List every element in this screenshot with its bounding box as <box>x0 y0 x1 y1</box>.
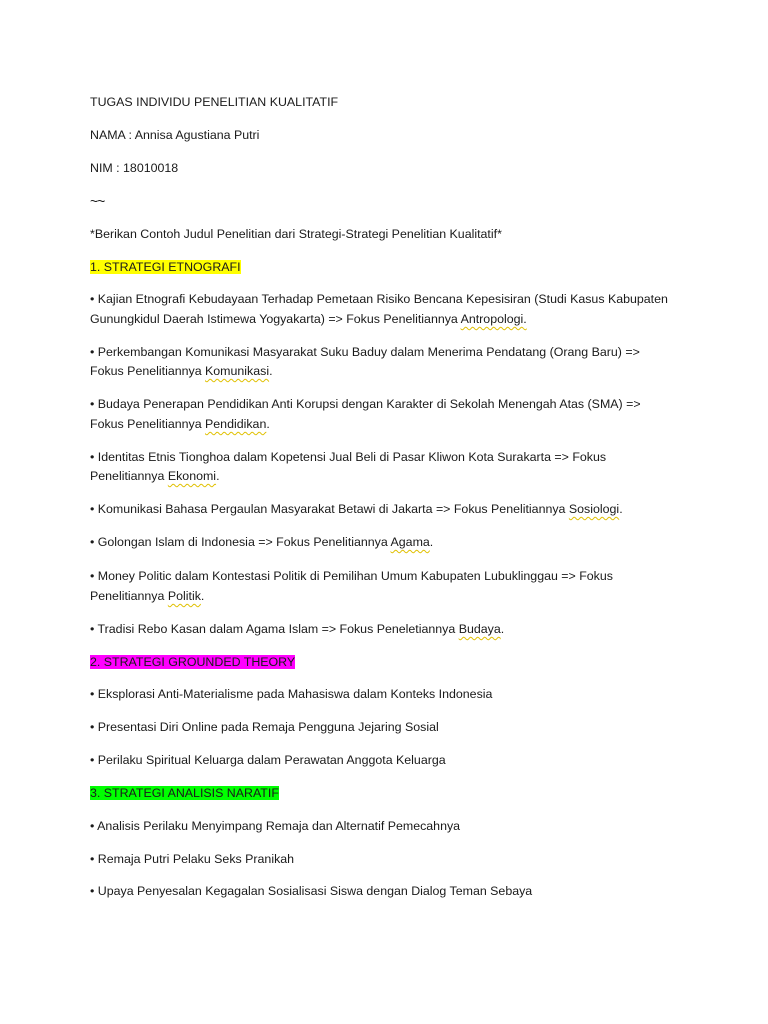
document-title: TUGAS INDIVIDU PENELITIAN KUALITATIF <box>90 95 339 109</box>
item-suffix: . <box>216 469 220 483</box>
item-text: Penelitiannya <box>90 469 168 483</box>
list-item: • Identitas Etnis Tionghoa dalam Kopetensi Jual Beli di Pasar Kliwon Kota Surakarta => Fokus <box>90 450 607 464</box>
item-text: Gunungkidul Daerah Istimewa Yogyakarta) => Fokus Penelitiannya <box>90 312 461 326</box>
item-text: Penelitiannya <box>90 589 168 603</box>
item-suffix: . <box>619 502 623 516</box>
item-suffix: . <box>269 364 273 378</box>
student-name: NAMA : Annisa Agustiana Putri <box>90 128 260 142</box>
student-nim: NIM : 18010018 <box>90 161 179 175</box>
section-heading-etnografi <box>90 257 690 277</box>
item-suffix: . <box>429 535 434 549</box>
heading-highlight: 1. STRATEGI ETNOGRAFI <box>90 260 241 274</box>
list-item <box>90 619 690 639</box>
focus-keyword: Komunikasi <box>205 364 270 378</box>
list-item: • Eksplorasi Anti-Materialisme pada Mahasiswa dalam Konteks Indonesia <box>90 687 493 701</box>
list-item: • Money Politic dalam Kontestasi Politik di Pemilihan Umum Kabupaten Lubuklinggau => Fokus <box>90 569 613 583</box>
list-item <box>90 532 690 552</box>
list-item: • Perilaku Spiritual Keluarga dalam Perawatan Anggota Keluarga <box>90 753 446 767</box>
item-text: • Komunikasi Bahasa Pergaulan Masyarakat Betawi di Jakarta => Fokus Penelitiannya <box>90 502 569 516</box>
list-item: • Presentasi Diri Online pada Remaja Pengguna Jejaring Sosial <box>90 720 439 734</box>
item-suffix: . <box>200 589 205 603</box>
focus-keyword: Budaya <box>458 622 501 636</box>
focus-keyword: Politik <box>167 589 201 603</box>
item-suffix: . <box>500 622 505 636</box>
focus-keyword: Ekonomi <box>167 469 217 483</box>
list-item: • Kajian Etnografi Kebudayaan Terhadap Pemetaan Risiko Bencana Kepesisiran (Studi Kasus Kabupaten <box>90 292 668 306</box>
focus-keyword: Sosiologi <box>568 502 620 516</box>
item-text: • Tradisi Rebo Kasan dalam Agama Islam => Fokus Peneletiannya <box>90 622 459 636</box>
heading-highlight: 2. STRATEGI GROUNDED THEORY <box>90 655 296 669</box>
list-item: • Perkembangan Komunikasi Masyarakat Suku Baduy dalam Menerima Pendatang (Orang Baru) => <box>90 345 640 359</box>
instruction-text: *Berikan Contoh Judul Penelitian dari Strategi-Strategi Penelitian Kualitatif* <box>90 227 502 241</box>
focus-keyword: Pendidikan <box>205 417 267 431</box>
list-item-continuation <box>90 466 690 486</box>
list-item-continuation <box>90 361 690 381</box>
list-item-continuation <box>90 309 690 329</box>
heading-highlight: 3. STRATEGI ANALISIS NARATIF <box>90 786 279 800</box>
list-item: • Budaya Penerapan Pendidikan Anti Korupsi dengan Karakter di Sekolah Menengah Atas (SMA) => <box>90 397 641 411</box>
list-item-continuation <box>90 586 690 606</box>
section-heading-analisis-naratif <box>90 783 690 803</box>
list-item: • Analisis Perilaku Menyimpang Remaja dan Alternatif Pemecahnya <box>90 819 461 833</box>
item-text: • Golongan Islam di Indonesia => Fokus Penelitiannya <box>90 535 391 549</box>
focus-keyword: Antropologi <box>460 312 524 326</box>
list-item: • Upaya Penyesalan Kegagalan Sosialisasi Siswa dengan Dialog Teman Sebaya <box>90 884 533 898</box>
list-item: • Remaja Putri Pelaku Seks Pranikah <box>90 852 295 866</box>
list-item <box>90 499 690 519</box>
item-suffix: . <box>266 417 270 431</box>
item-text: Fokus Penelitiannya <box>90 364 206 378</box>
item-text: Fokus Penelitiannya <box>90 417 206 431</box>
item-suffix: . <box>523 312 527 326</box>
focus-keyword: Agama <box>390 535 430 549</box>
section-heading-grounded-theory <box>90 652 690 672</box>
separator: ~~ <box>90 193 105 209</box>
list-item-continuation <box>90 414 690 434</box>
